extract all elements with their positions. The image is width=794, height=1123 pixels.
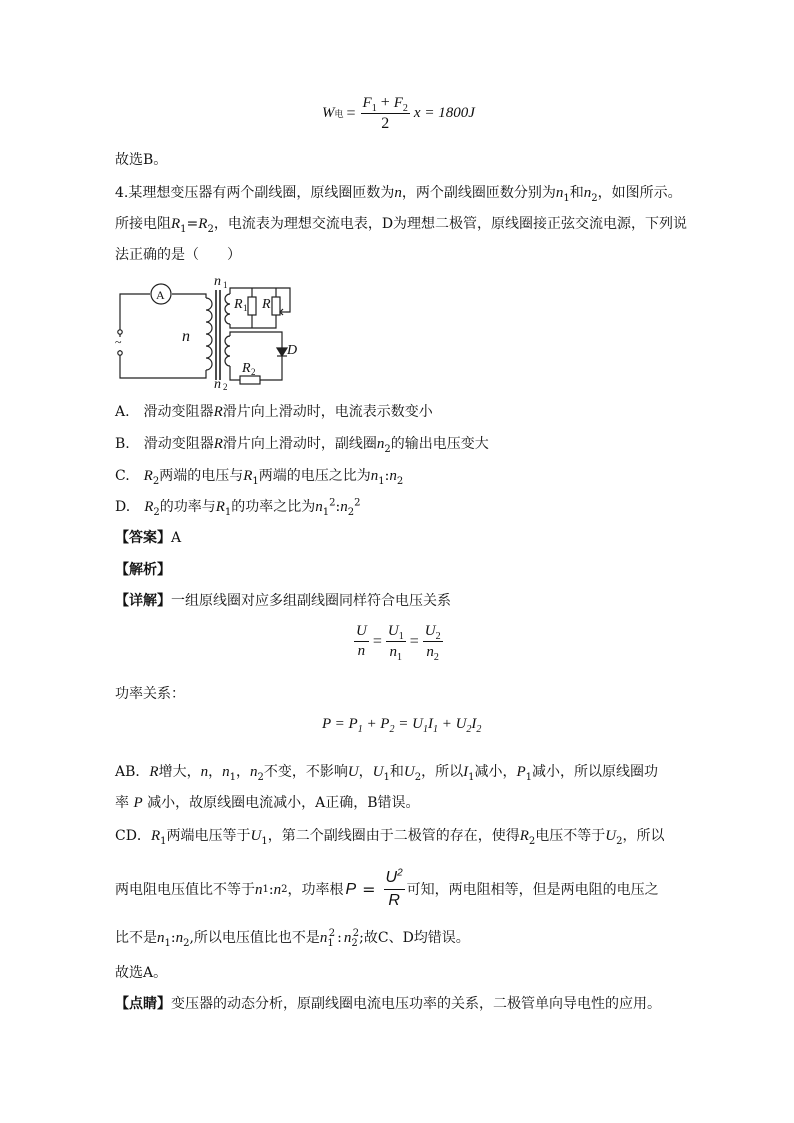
primary-coil	[206, 298, 212, 370]
cd-explanation-line-3: 比不是$n_1:n_2$,所以电压值比也不是$n_1^2$ : $n_2^2$;故C、D均错误。	[115, 928, 470, 949]
svg-text:2: 2	[251, 367, 256, 377]
diode-label: D	[287, 343, 298, 358]
r2-label: R	[242, 361, 251, 376]
option-b: B. 滑动变阻器R滑片向上滑动时，副线圈$n_2$的输出电压变大	[115, 436, 489, 455]
r1-label: R	[234, 297, 243, 312]
secondary-coil-1	[225, 294, 230, 324]
answer-line: 【答案】A	[115, 530, 182, 546]
ab-explanation-line-2: 率 P 减小，故原线圈电流减小，A正确，B错误。	[115, 795, 420, 811]
svg-text:1: 1	[243, 303, 248, 313]
n2-label: n	[214, 377, 221, 390]
choose-b-line: 故选B。	[115, 152, 168, 168]
ab-explanation-line-1: AB．R增大，n，$n_1$，$n_2$不变，不影响U，$U_1$和$U_2$，所以$I_1$减小，$P_1$减小，所以原线圈功	[115, 764, 659, 783]
comment-line: 【点睛】变压器的动态分析，原副线圈电流电压功率的关系，二极管单向导电性的应用。	[115, 996, 661, 1012]
option-a: A. 滑动变阻器R滑片向上滑动时，电流表示数变小	[115, 404, 433, 420]
ac-source-label: ~	[115, 335, 122, 349]
work-equation: W 电 = $\frac{F_1 + F_2}{2}$ x = 1800J	[322, 94, 475, 132]
n1-label: n	[214, 274, 221, 289]
detail-line: 【详解】一组原线圈对应多组副线圈同样符合电压关系	[115, 593, 451, 609]
question-4-line-3: 法正确的是（ ）	[115, 247, 241, 263]
power-relation-label: 功率关系：	[115, 686, 185, 702]
diode-symbol	[277, 348, 287, 356]
question-4-line-2: 所接电阻$R_1=R_2$，电流表为理想交流电表，D为理想二极管，原线圈接正弦交流电源，下列说	[115, 216, 688, 235]
option-c: C. $R_2$两端的电压与$R_1$两端的电压之比为$n_1:n_2$	[115, 468, 404, 487]
choose-a-line: 故选A。	[115, 965, 168, 981]
transformer-circuit-diagram	[110, 270, 310, 390]
rheostat-r-symbol	[272, 297, 280, 315]
question-4-line-1: 4.某理想变压器有两个副线圈，原线圈匝数为n，两个副线圈匝数分别为$n_1$和$n_2$，如图所示。	[115, 185, 682, 204]
n-label: n	[182, 328, 190, 345]
secondary-coil-2	[225, 336, 230, 366]
resistor-r1-symbol	[248, 297, 256, 315]
r-label: R	[262, 297, 271, 312]
ammeter-label: A	[156, 288, 165, 302]
cd-explanation-line-2: 两电阻电压值比不等于 n 1 : n 2 ，功率根 P = $\frac{U^2}{R}$ 可知，两电阻相等，但是两电阻的电压之	[115, 867, 659, 909]
option-d: D. $R_2$的功率与$R_1$的功率之比为$n_1^2:n_2^2$	[115, 497, 361, 518]
svg-text:1: 1	[223, 280, 228, 290]
power-relation-equation: $P = P_1 + P_2 = U_1I_1 + U_2I_2$	[322, 716, 482, 735]
analysis-line: 【解析】	[115, 562, 171, 578]
cd-explanation-line-1: CD．$R_1$两端电压等于$U_1$，第二个副线圈由于二极管的存在，使得$R_2$电压不等于$U_2$，所以	[115, 828, 665, 847]
voltage-relation-equation: $\frac{U}{n}$ = $\frac{U_1}{n_1}$ = $\frac{U_2}{n_2}$	[356, 623, 441, 664]
work-fraction: $\frac{F_1 + F_2}{2}$	[362, 94, 408, 132]
svg-text:2: 2	[223, 382, 228, 390]
power-fraction: $\frac{U^2}{R}$	[385, 867, 403, 909]
resistor-r2-symbol	[240, 376, 260, 384]
